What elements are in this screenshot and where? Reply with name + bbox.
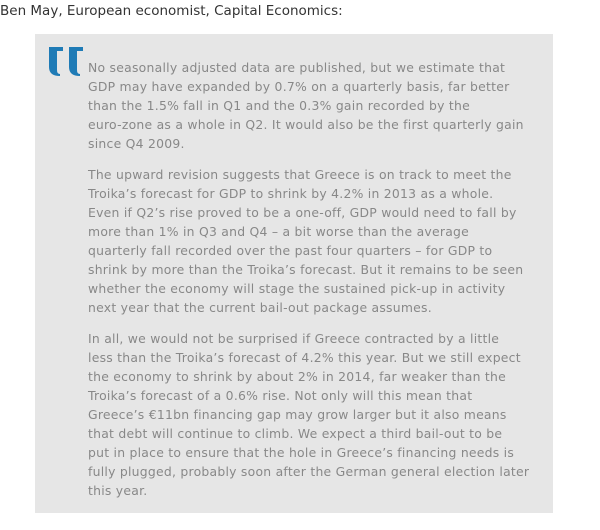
quote-line: than the 1.5% fall in Q1 and the 0.3% gain recorded by the (88, 98, 470, 113)
quote-line: Troika’s forecast for GDP to shrink by 4.2% in 2013 as a whole. (88, 186, 494, 201)
open-quote-icon (48, 45, 85, 76)
quote-line: next year that the current bail-out package assumes. (88, 300, 432, 315)
quote-line: euro-zone as a whole in Q2. It would also be the first quarterly gain (88, 117, 524, 132)
quote-paragraph-1 (88, 58, 550, 153)
quote-line: No seasonally adjusted data are published, but we estimate that (88, 60, 506, 75)
quote-box (35, 34, 553, 513)
quote-text (88, 58, 550, 512)
quote-line: GDP may have expanded by 0.7% on a quarterly basis, far better (88, 79, 510, 94)
quote-line: Even if Q2’s rise proved to be a one-off, GDP would need to fall by (88, 205, 517, 220)
quote-line: since Q4 2009. (88, 136, 185, 151)
quote-line: this year. (88, 483, 148, 498)
quote-line: Troika’s forecast of a 0.6% rise. Not only will this mean that (88, 388, 473, 403)
quote-line: less than the Troika’s forecast of 4.2% this year. But we still expect (88, 350, 521, 365)
quote-paragraph-2 (88, 165, 550, 317)
quote-line: that debt will continue to climb. We expect a third bail-out to be (88, 426, 503, 441)
quote-line: Greece’s €11bn financing gap may grow larger but it also means (88, 407, 507, 422)
quote-paragraph-3 (88, 329, 550, 500)
quote-line: the economy to shrink by about 2% in 2014, far weaker than the (88, 369, 506, 384)
quote-line: fully plugged, probably soon after the German general election later (88, 464, 530, 479)
quote-line: whether the economy will stage the sustained pick-up in activity (88, 281, 506, 296)
quote-line: shrink by more than the Troika’s forecast. But it remains to be seen (88, 262, 524, 277)
quote-line: quarterly fall recorded over the past four quarters – for GDP to (88, 243, 493, 258)
quote-line: The upward revision suggests that Greece is on track to meet the (88, 167, 512, 182)
quote-line: put in place to ensure that the hole in Greece’s financing needs is (88, 445, 515, 460)
quote-line: In all, we would not be surprised if Greece contracted by a little (88, 331, 500, 346)
quote-line: more than 1% in Q3 and Q4 – a bit worse than the average (88, 224, 470, 239)
attribution: Ben May, European economist, Capital Economics: (0, 3, 343, 19)
